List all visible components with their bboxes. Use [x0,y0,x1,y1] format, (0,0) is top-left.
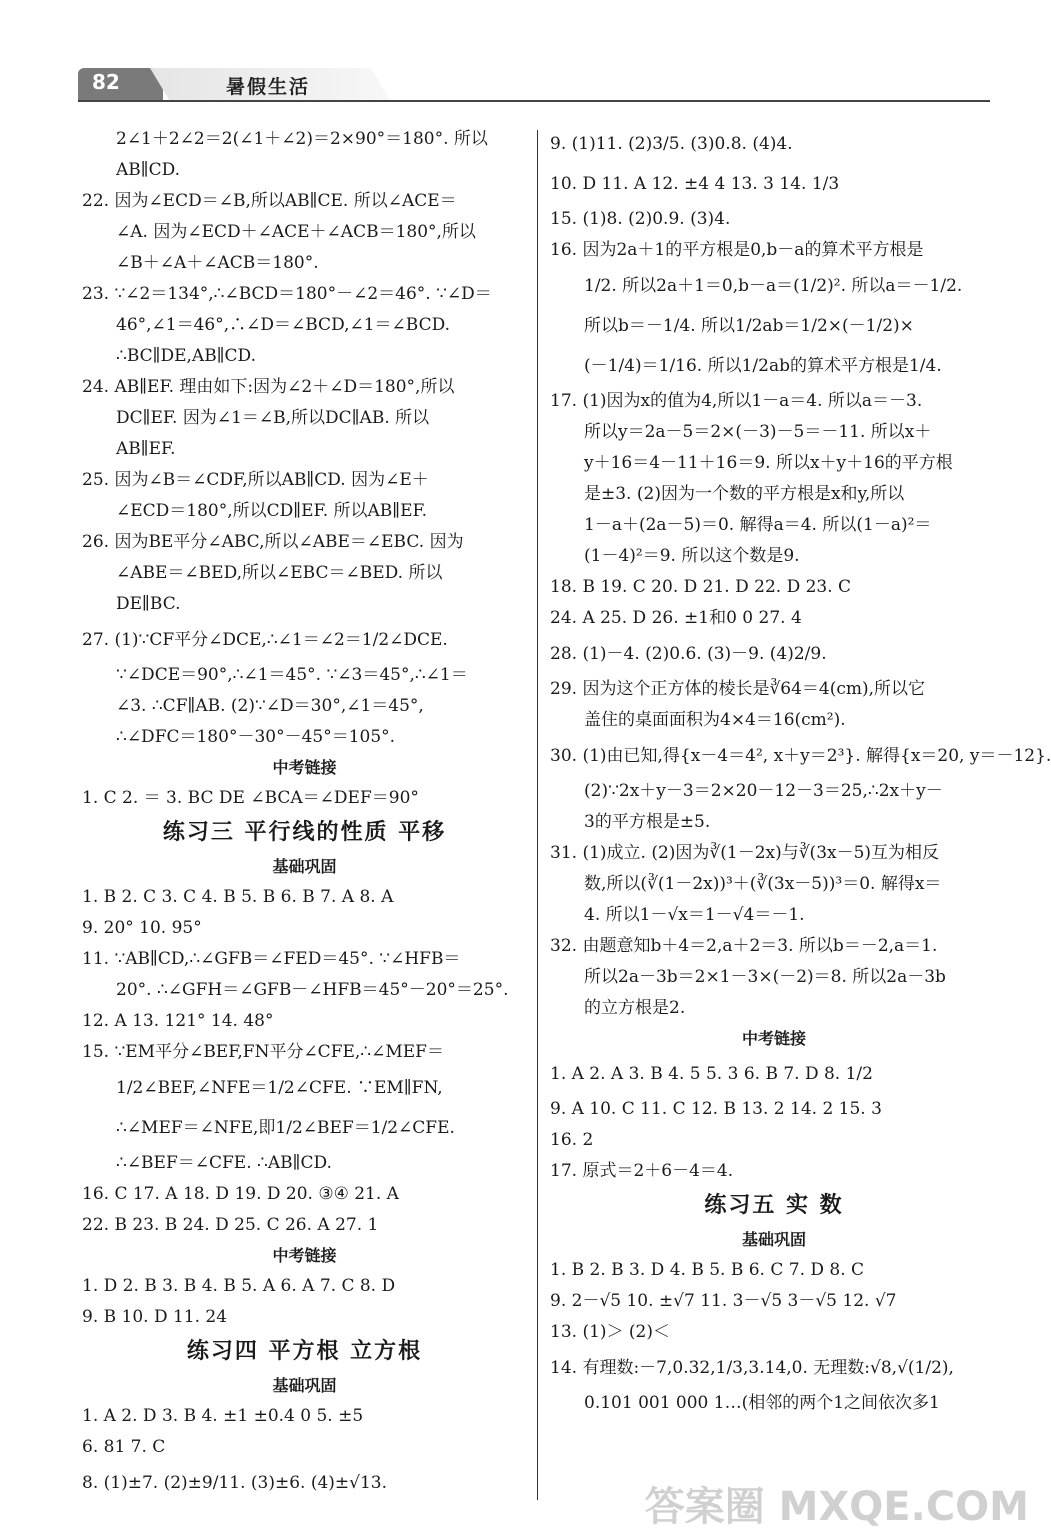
answer-line: AB∥CD. [116,160,181,180]
header-rule [78,100,990,102]
answer-line: 32. 由题意知b＋4＝2,a＋2＝3. 所以b＝－2,a＝1. [550,936,938,956]
answer-line: 的立方根是2. [584,998,686,1018]
answer-line: 1. A 2. A 3. B 4. 5 5. 3 6. B 7. D 8. 1/2 [550,1064,873,1084]
answer-line: 18. B 19. C 20. D 21. D 22. D 23. C [550,577,852,597]
answer-line: 所以b＝－1/4. 所以1/2ab＝1/2×(－1/2)× [584,316,914,336]
answer-line: 8. (1)±7. (2)±9/11. (3)±6. (4)±√13. [82,1473,388,1493]
answer-line: 15. ∵EM平分∠BEF,FN平分∠CFE,∴∠MEF＝ [82,1042,444,1062]
answer-line: 27. (1)∵CF平分∠DCE,∴∠1＝∠2＝1/2∠DCE. [82,630,448,650]
answer-line: 28. (1)－4. (2)0.6. (3)－9. (4)2/9. [550,644,827,664]
answer-line: ∴∠DFC＝180°－30°－45°＝105°. [116,727,396,747]
answer-line: ∠3. ∴CF∥AB. (2)∵∠D＝30°,∠1＝45°, [116,696,424,716]
answer-line: 3的平方根是±5. [584,812,711,832]
page-header [0,0,1039,110]
answer-line: ∠ABE＝∠BED,所以∠EBC＝∠BED. 所以 [116,563,443,583]
answer-line: ∠A. 因为∠ECD＋∠ACE＋∠ACB＝180°,所以 [116,222,476,242]
answer-line: 22. 因为∠ECD＝∠B,所以AB∥CE. 所以∠ACE＝ [82,191,457,211]
answer-line: 31. (1)成立. (2)因为∛(1－2x)与∛(3x－5)互为相反 [550,843,940,863]
answer-line: 24. AB∥EF. 理由如下:因为∠2＋∠D＝180°,所以 [82,377,455,397]
subsection-title: 基础巩固 [272,1376,337,1395]
answer-line: 24. A 25. D 26. ±1和0 0 27. 4 [550,608,802,628]
answer-line: 16. 因为2a＋1的平方根是0,b－a的算术平方根是 [550,240,924,260]
subsection-title: 中考链接 [272,758,337,777]
answer-line: ∠B＋∠A＋∠ACB＝180°. [116,253,319,273]
section-title: 练习三 平行线的性质 平移 [162,820,447,845]
answer-line: 所以2a－3b＝2×1－3×(－2)＝8. 所以2a－3b [584,967,946,987]
answer-line: 16. C 17. A 18. D 19. D 20. ③④ 21. A [82,1184,399,1204]
answer-line: 4. 所以1－√x＝1－√4＝－1. [584,905,805,925]
answer-line: 23. ∵∠2＝134°,∴∠BCD＝180°－∠2＝46°. ∵∠D＝ [82,284,492,304]
page-number-tab [78,68,163,100]
answer-line: ∴∠BEF＝∠CFE. ∴AB∥CD. [116,1153,332,1173]
answer-line: ∵∠DCE＝90°,∴∠1＝45°. ∵∠3＝45°,∴∠1＝ [116,665,468,685]
left-column [82,124,527,1503]
answer-line: 12. A 13. 121° 14. 48° [82,1011,274,1031]
page-number: 82 [92,70,120,94]
answer-line: 15. (1)8. (2)0.9. (3)4. [550,209,731,229]
answer-line: (－1/4)＝1/16. 所以1/2ab的算术平方根是1/4. [584,356,942,376]
answer-line: 26. 因为BE平分∠ABC,所以∠ABE＝∠EBC. 因为 [82,532,464,552]
answer-line: 20°. ∴∠GFH＝∠GFB－∠HFB＝45°－20°＝25°. [116,980,509,1000]
answer-line: 1. B 2. C 3. C 4. B 5. B 6. B 7. A 8. A [82,887,394,907]
answer-line: 17. (1)因为x的值为4,所以1－a＝4. 所以a＝－3. [550,391,923,411]
answer-line: 2∠1＋2∠2＝2(∠1＋∠2)＝2×90°＝180°. 所以 [116,129,488,149]
answer-line: 14. 有理数:－7,0.32,1/3,3.14,0. 无理数:√8,√(1/2), [550,1358,954,1378]
answer-line: 1/2∠BEF,∠NFE＝1/2∠CFE. ∵EM∥FN, [116,1078,443,1098]
answer-line: 6. 81 7. C [82,1437,166,1457]
answer-line: 盖住的桌面面积为4×4＝16(cm²). [584,710,846,730]
answer-line: 1. A 2. D 3. B 4. ±1 ±0.4 0 5. ±5 [82,1406,364,1426]
answer-line: 13. (1)＞ (2)＜ [550,1322,671,1342]
answer-line: 22. B 23. B 24. D 25. C 26. A 27. 1 [82,1215,379,1235]
answer-line: ∴BC∥DE,AB∥CD. [116,346,256,366]
column-divider [537,130,538,1500]
answer-line: 17. 原式＝2＋6－4＝4. [550,1161,734,1181]
answer-line: y＋16＝4－11＋16＝9. 所以x＋y＋16的平方根 [584,453,953,473]
answer-line: DC∥EF. 因为∠1＝∠B,所以DC∥AB. 所以 [116,408,430,428]
answer-line: 是±3. (2)因为一个数的平方根是x和y,所以 [584,484,905,504]
answer-line: 16. 2 [550,1130,594,1150]
answer-line: 1. B 2. B 3. D 4. B 5. B 6. C 7. D 8. C [550,1260,865,1280]
answer-line: 1. D 2. B 3. B 4. B 5. A 6. A 7. C 8. D [82,1276,396,1296]
answer-line: 9. (1)11. (2)3/5. (3)0.8. (4)4. [550,134,793,154]
subsection-title: 基础巩固 [741,1230,806,1249]
answer-line: 所以y＝2a－5＝2×(－3)－5＝－11. 所以x＋ [584,422,932,442]
answer-line: 数,所以(∛(1－2x))³＋(∛(3x－5))³＝0. 解得x＝ [584,874,942,894]
section-title: 练习四 平方根 立方根 [186,1339,423,1364]
answer-line: DE∥BC. [116,594,181,614]
answer-line: 9. 20° 10. 95° [82,918,202,938]
answer-line: ∴∠MEF＝∠NFE,即1/2∠BEF＝1/2∠CFE. [116,1118,455,1138]
answer-line: 1－a＋(2a－5)＝0. 解得a＝4. 所以(1－a)²＝ [584,515,932,535]
answer-line: ∠ECD＝180°,所以CD∥EF. 所以AB∥EF. [116,501,428,521]
answer-line: 10. D 11. A 12. ±4 4 13. 3 14. 1/3 [550,174,840,194]
answer-line: (2)∵2x＋y－3＝2×20－12－3＝25,∴2x＋y－ [584,781,943,801]
answer-line: 1. C 2. ＝ 3. BC DE ∠BCA＝∠DEF＝90° [82,788,419,808]
subsection-title: 中考链接 [272,1246,337,1265]
answer-line: 1/2. 所以2a＋1＝0,b－a＝(1/2)². 所以a＝－1/2. [584,276,963,296]
book-title: 暑假生活 [226,76,311,98]
answer-line: 29. 因为这个正方体的棱长是∛64＝4(cm),所以它 [550,679,926,699]
answer-line: 30. (1)由已知,得{x－4＝4², x＋y＝2³}. 解得{x＝20, y＝－12}. [550,746,1051,766]
subsection-title: 基础巩固 [272,857,337,876]
watermark: 答案圈 MXQE.COM [644,1484,1029,1530]
answer-line: 46°,∠1＝46°,∴∠D＝∠BCD,∠1＝∠BCD. [116,315,451,335]
subsection-title: 中考链接 [741,1029,806,1048]
answer-line: (1－4)²＝9. 所以这个数是9. [584,546,800,566]
answer-line: AB∥EF. [116,439,176,459]
right-column [550,124,1051,1419]
answer-line: 11. ∵AB∥CD,∴∠GFB＝∠FED＝45°. ∵∠HFB＝ [82,949,461,969]
answer-line: 25. 因为∠B＝∠CDF,所以AB∥CD. 因为∠E＋ [82,470,429,490]
answer-line: 9. A 10. C 11. C 12. B 13. 2 14. 2 15. 3 [550,1099,882,1119]
answer-line: 9. 2－√5 10. ±√7 11. 3－√5 3－√5 12. √7 [550,1291,897,1311]
answer-line: 9. B 10. D 11. 24 [82,1307,228,1327]
answer-line: 0.101 001 000 1…(相邻的两个1之间依次多1 [584,1393,940,1413]
section-title: 练习五 实 数 [704,1193,844,1218]
